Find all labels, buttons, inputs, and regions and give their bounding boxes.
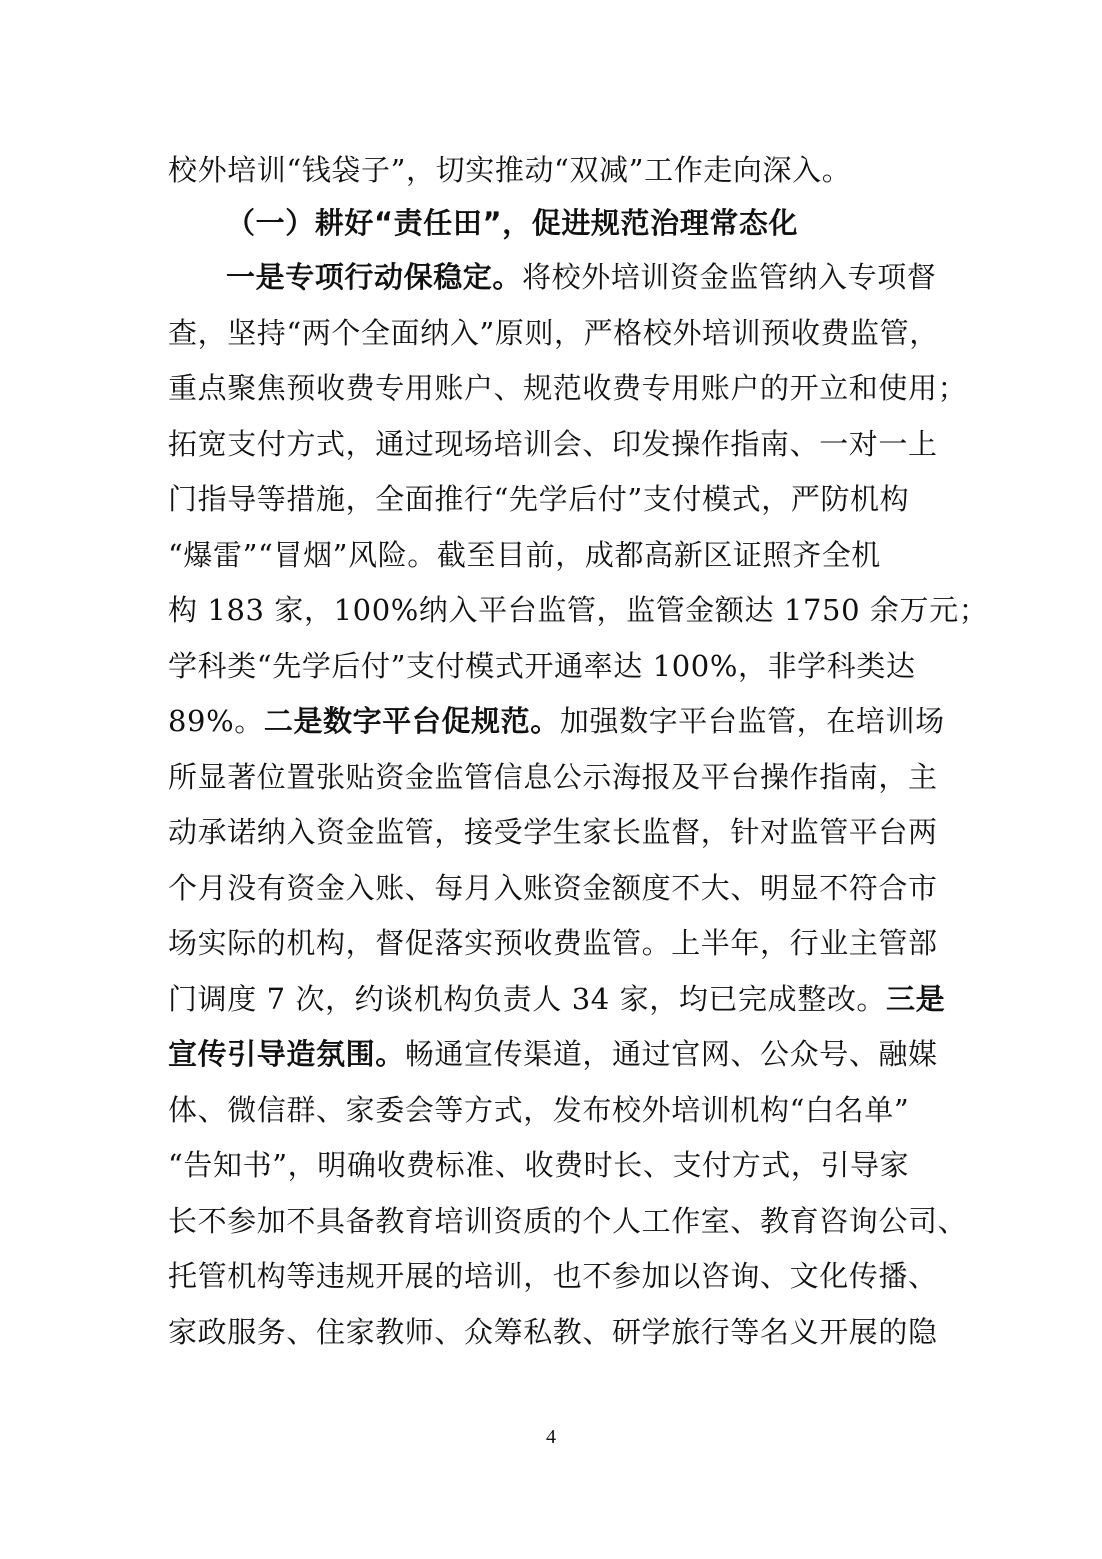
paragraph-line: 体、微信群、家委会等方式，发布校外培训机构“白名单” [168,1093,910,1127]
paragraph-text: 将校外培训资金监管纳入专项督 [522,260,937,294]
paragraph-line: 重点聚焦预收费专用账户、规范收费专用账户的开立和使用； [168,371,968,405]
paragraph-line: 家政服务、住家教师、众筹私教、研学旅行等名义开展的隐 [168,1315,938,1349]
paragraph-line: “爆雷”“冒烟”风险。截至目前，成都高新区证照齐全机 [168,538,881,572]
paragraph-line: 门指导等措施，全面推行“先学后付”支付模式，严防机构 [168,482,910,516]
section-heading: （一）耕好“责任田”，促进规范治理常态化 [226,206,799,240]
paragraph-line: 个月没有资金入账、每月入账资金额度不大、明显不符合市 [168,871,938,905]
paragraph-line: 构 183 家，100%纳入平台监管，监管金额达 1750 余万元； [168,593,989,627]
paragraph-line: 拓宽支付方式，通过现场培训会、印发操作指南、一对一上 [168,427,938,461]
paragraph-text: 畅通宣传渠道，通过官网、公众号、融媒 [404,1037,938,1071]
point-three-title-start: 三是 [886,982,946,1016]
paragraph-line: 查，坚持“两个全面纳入”原则，严格校外培训预收费监管， [168,316,939,350]
paragraph-line [226,257,936,297]
point-two-title: 二是数字平台促规范。 [263,704,560,738]
paragraph-text: 门调度 7 次，约谈机构负责人 34 家，均已完成整改。 [168,982,887,1016]
paragraph-line: 学科类“先学后付”支付模式开通率达 100%，非学科类达 [168,649,916,683]
paragraph-line: 长不参加不具备教育培训资质的个人工作室、教育咨询公司、 [168,1204,968,1238]
paragraph-line: 动承诺纳入资金监管，接受学生家长监督，针对监管平台两 [168,815,938,849]
paragraph-text: 89%。 [168,704,264,738]
paragraph-line: 场实际的机构，督促落实预收费监管。上半年，行业主管部 [168,926,938,960]
paragraph-line: 所显著位置张贴资金监管信息公示海报及平台操作指南，主 [168,760,938,794]
paragraph-line: 托管机构等违规开展的培训，也不参加以咨询、文化传播、 [168,1259,938,1293]
paragraph-line: “告知书”，明确收费标准、收费时长、支付方式，引导家 [168,1148,910,1182]
paragraph-line [168,1034,938,1074]
paragraph-line [168,701,945,741]
paragraph-line [168,979,945,1019]
page-number: 4 [546,1426,556,1448]
paragraph-text: 加强数字平台监管，在培训场 [559,704,945,738]
point-one-title: 一是专项行动保稳定。 [226,260,523,294]
opening-line: 校外培训“钱袋子”，切实推动“双减”工作走向深入。 [168,153,852,187]
point-three-title-end: 宣传引导造氛围。 [168,1037,405,1071]
